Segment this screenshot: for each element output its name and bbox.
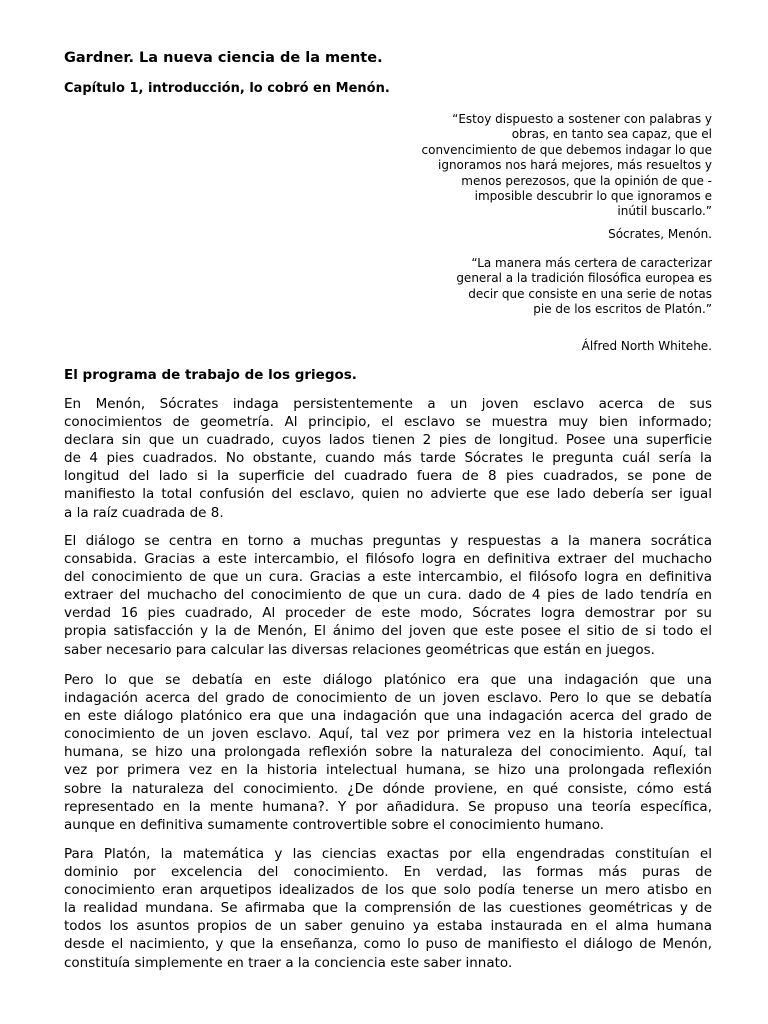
quote-line: general a la tradición filosófica europea es bbox=[456, 271, 712, 286]
paragraph-line: a la raíz cuadrada de 8. bbox=[64, 504, 224, 521]
paragraph-line: dominio por excelencia del conocimiento. En verdad, las formas más puras de bbox=[64, 864, 712, 881]
quote-line: ignoramos nos hará mejores, más resueltos y bbox=[438, 158, 712, 173]
quote-attribution-whitehead: Álfred North Whitehe. bbox=[581, 339, 712, 353]
paragraph-line: conocimiento de un joven esclavo. Aquí, tal vez por primera vez en la historia intelectual bbox=[64, 726, 712, 743]
paragraph-line: extraer del muchacho del conocimiento de que un cura. dado de 4 pies de lado tendría en bbox=[64, 587, 712, 604]
chapter-subtitle: Capítulo 1, introducción, lo cobró en Menón. bbox=[64, 81, 390, 96]
quote-line: “La manera más certera de caracterizar bbox=[471, 256, 712, 270]
paragraph-line: representado en la mente humana?. Y por añadidura. Se propuso una teoría específica, bbox=[64, 798, 712, 815]
paragraph-line: del conocimiento de que un cura. Gracias a este intercambio, el filósofo logra en definitiva bbox=[64, 569, 712, 586]
paragraph-line: propia satisfacción y la de Menón, El ánimo del joven que este posee el sitio de si todo el bbox=[64, 623, 712, 640]
quote-line: pie de los escritos de Platón.” bbox=[533, 302, 712, 317]
quote-line: obras, en tanto sea capaz, que el bbox=[511, 127, 712, 142]
epigraph-quote-socrates bbox=[422, 112, 713, 220]
paragraph-line: longitud del lado si la superficie del cuadrado fuera de 8 pies cuadrados, se pone de bbox=[64, 468, 712, 485]
quote-line: menos perezosos, que la opinión de que - bbox=[461, 173, 712, 188]
paragraph-line: declara sin que un cuadrado, cuyos lados tienen 2 pies de longitud. Posee una superficie bbox=[64, 432, 712, 449]
quote-attribution-socrates: Sócrates, Menón. bbox=[608, 227, 712, 241]
paragraph-line: conocimientos de geometría. Al principio, el esclavo se muestra muy bien informado; bbox=[64, 414, 712, 431]
quote-line: inútil buscarlo.” bbox=[617, 204, 712, 219]
paragraph-line: conocimiento eran arquetipos idealizados de los que solo podía tenerse un mero atisbo en bbox=[64, 882, 712, 899]
body-paragraph-2 bbox=[64, 532, 712, 659]
section-heading: El programa de trabajo de los griegos. bbox=[64, 367, 357, 383]
quote-line: decir que consiste en una serie de notas bbox=[468, 286, 712, 301]
paragraph-line: saber necesario para calcular las diversas relaciones geométricas que están en juegos. bbox=[64, 641, 655, 658]
paragraph-line: en este diálogo platónico era que una indagación que una indagación acerca del grado de bbox=[64, 708, 712, 725]
paragraph-line: constituía simplemente en traer a la conciencia este saber innato. bbox=[64, 954, 513, 971]
paragraph-line: Para Platón, la matemática y las ciencias exactas por ella engendradas constituían el bbox=[64, 846, 712, 862]
paragraph-line: de 4 pies cuadrados. No obstante, cuando más tarde Sócrates le pregunta cuál sería la bbox=[64, 450, 712, 467]
quote-line: convencimiento de que debemos indagar lo que bbox=[421, 142, 712, 157]
paragraph-line: humana, se hizo una prolongada reflexión sobre la naturaleza del conocimiento. Aquí, tal bbox=[64, 744, 712, 761]
quote-line: imposible descubrir lo que ignoramos e bbox=[474, 189, 712, 204]
paragraph-line: verdad 16 pies cuadrado, Al proceder de este modo, Sócrates logra demostrar por su bbox=[64, 605, 712, 622]
paragraph-line: En Menón, Sócrates indaga persistentemente a un joven esclavo acerca de sus bbox=[64, 396, 712, 412]
quote-line: “Estoy dispuesto a sostener con palabras y bbox=[452, 112, 712, 126]
paragraph-line: vez por primera vez en la historia intelectual humana, se hizo una prolongada reflexión bbox=[64, 762, 712, 779]
body-paragraph-1 bbox=[64, 395, 712, 522]
paragraph-line: manifiesto la total confusión del esclavo, quien no advierte que ese lado debería ser igual bbox=[64, 486, 712, 503]
paragraph-line: consabida. Gracias a este intercambio, el filósofo logra en definitiva extraer del muchacho bbox=[64, 551, 712, 568]
paragraph-line: la realidad mundana. Se afirmaba que la comprensión de las cuestiones geométricas y de bbox=[64, 900, 712, 917]
document-title: Gardner. La nueva ciencia de la mente. bbox=[64, 50, 383, 66]
body-paragraph-3 bbox=[64, 671, 712, 834]
paragraph-line: todos los asuntos propios de un saber genuino ya estaba instaurada en el alma humana bbox=[64, 918, 712, 935]
paragraph-line: aunque en definitiva sumamente controvertible sobre el conocimiento humano. bbox=[64, 816, 605, 833]
body-paragraph-4 bbox=[64, 845, 712, 972]
paragraph-line: Pero lo que se debatía en este diálogo platónico era que una indagación que una bbox=[64, 672, 712, 688]
paragraph-line: desde el nacimiento, y que la enseñanza, como lo puso de manifiesto el diálogo de Menón, bbox=[64, 936, 712, 953]
paragraph-line: El diálogo se centra en torno a muchas preguntas y respuestas a la manera socrática bbox=[64, 533, 712, 549]
paragraph-line: sobre la naturaleza del conocimiento. ¿De dónde proviene, en qué consiste, cómo está bbox=[64, 780, 712, 797]
epigraph-quote-whitehead bbox=[456, 256, 712, 318]
paragraph-line: indagación acerca del grado de conocimiento de un joven esclavo. Pero lo que se debatía bbox=[64, 690, 712, 707]
